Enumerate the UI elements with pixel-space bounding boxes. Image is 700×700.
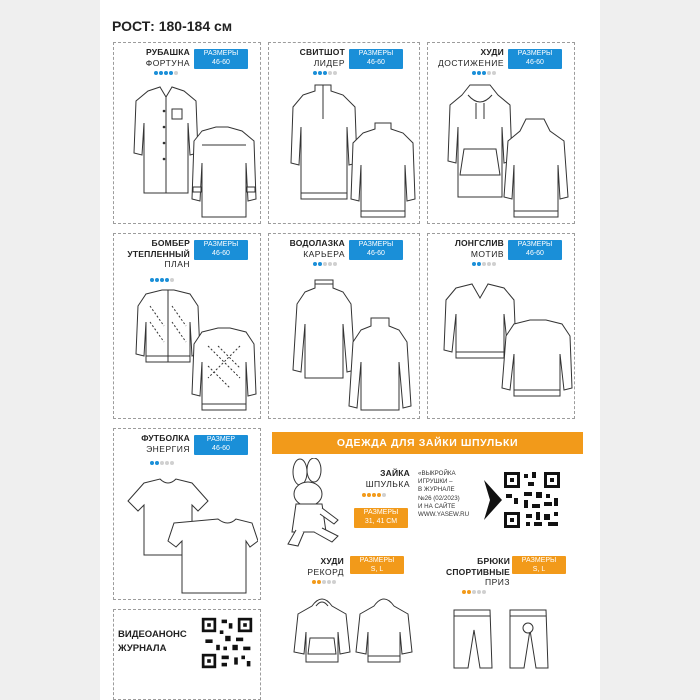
difficulty-dot	[154, 71, 158, 75]
product-name: СПОРТИВНЫЕ	[446, 566, 510, 577]
difficulty-dot	[487, 71, 491, 75]
sizes-badge: РАЗМЕРЫ 46-60	[194, 240, 248, 260]
difficulty-dot	[333, 71, 337, 75]
difficulty-dot	[165, 461, 169, 465]
toy-hoodie-title	[272, 556, 344, 577]
product-card-longsleeve	[427, 233, 575, 419]
difficulty-dot	[462, 590, 466, 594]
difficulty-dot	[169, 71, 173, 75]
difficulty-dot	[322, 580, 326, 584]
difficulty-dot	[472, 71, 476, 75]
difficulty-dot	[155, 278, 159, 282]
difficulty-dot	[150, 461, 154, 465]
difficulty-dot	[323, 71, 327, 75]
difficulty-dot	[174, 71, 178, 75]
longsleeve-sketch	[430, 280, 574, 416]
toy-pants-sketch	[448, 606, 558, 672]
difficulty-dot	[333, 262, 337, 266]
video-announcement-label: ВИДЕОАНОНС ЖУРНАЛА	[118, 629, 187, 654]
product-card-tshirt	[113, 428, 261, 600]
difficulty-rating	[313, 262, 337, 266]
product-type: ХУДИ	[320, 556, 344, 566]
product-name: РЕКОРД	[307, 566, 344, 577]
qr-code-icon[interactable]	[502, 470, 562, 530]
difficulty-dot	[472, 262, 476, 266]
difficulty-dot	[472, 590, 476, 594]
sizes-badge: РАЗМЕРЫ 46-60	[508, 240, 562, 260]
difficulty-dot	[328, 71, 332, 75]
difficulty-dot	[313, 262, 317, 266]
sizes-badge: РАЗМЕРЫ S, L	[512, 556, 566, 574]
sizes-badge: РАЗМЕРЫ 46-60	[349, 49, 403, 69]
difficulty-dot	[492, 262, 496, 266]
difficulty-dot	[328, 262, 332, 266]
product-title	[120, 433, 190, 454]
difficulty-rating	[150, 461, 174, 465]
magazine-note: «ВЫКРОЙКА ИГРУШКИ – В ЖУРНАЛЕ №26 (02/2023) И НА САЙТЕ WWW.YASEW.RU	[418, 470, 470, 519]
product-card-bomber	[113, 233, 261, 419]
sizes-badge: РАЗМЕРЫ 46-60	[194, 49, 248, 69]
difficulty-rating	[472, 71, 496, 75]
product-type: ВОДОЛАЗКА	[289, 238, 345, 248]
difficulty-dot	[170, 461, 174, 465]
product-type: БРЮКИ	[477, 556, 510, 566]
product-name: ПРИЗ	[484, 577, 510, 587]
difficulty-dot	[155, 461, 159, 465]
difficulty-rating	[462, 590, 486, 594]
toy-hoodie-sketch	[290, 592, 416, 666]
difficulty-dot	[165, 278, 169, 282]
difficulty-dot	[160, 278, 164, 282]
difficulty-dot	[170, 278, 174, 282]
product-card-turtleneck	[268, 233, 420, 419]
product-title	[120, 238, 190, 270]
product-name: КАРЬЕРА	[303, 248, 345, 259]
product-name: ФОРТУНА	[145, 57, 190, 68]
difficulty-rating	[312, 580, 336, 584]
sweatshirt-sketch	[273, 83, 417, 221]
toy-section-banner: ОДЕЖДА ДЛЯ ЗАЙКИ ШПУЛЬКИ	[272, 432, 583, 454]
difficulty-dot	[332, 580, 336, 584]
toy-type: ЗАЙКА	[380, 468, 410, 478]
difficulty-dot	[362, 493, 366, 497]
product-card-hoodie	[427, 42, 575, 224]
product-name: ПЛАН	[164, 259, 190, 269]
difficulty-dot	[477, 590, 481, 594]
difficulty-dot	[159, 71, 163, 75]
difficulty-rating	[313, 71, 337, 75]
product-type: ХУДИ	[480, 47, 504, 57]
difficulty-dot	[477, 262, 481, 266]
toy-name: ШПУЛЬКА	[365, 478, 410, 489]
product-title	[275, 47, 345, 68]
height-title: РОСТ: 180-184 см	[112, 18, 233, 34]
sizes-badge: РАЗМЕРЫ 46-60	[349, 240, 403, 260]
sizes-badge: РАЗМЕРЫ 31, 41 СМ	[354, 508, 408, 528]
sizes-badge: РАЗМЕРЫ 46-60	[508, 49, 562, 69]
product-name: ЛИДЕР	[313, 57, 345, 68]
product-name: УТЕПЛЕННЫЙ	[127, 248, 190, 259]
product-title	[120, 47, 190, 68]
tshirt-sketch	[118, 475, 258, 599]
chevron-right-icon	[482, 478, 504, 522]
product-title	[434, 238, 504, 259]
difficulty-dot	[318, 262, 322, 266]
product-title	[434, 47, 504, 68]
toy-title	[338, 468, 410, 489]
difficulty-dot	[327, 580, 331, 584]
difficulty-dot	[492, 71, 496, 75]
product-type: РУБАШКА	[145, 47, 190, 57]
toy-pants-title	[428, 556, 510, 588]
difficulty-dot	[487, 262, 491, 266]
difficulty-dot	[317, 580, 321, 584]
difficulty-dot	[313, 71, 317, 75]
difficulty-dot	[467, 590, 471, 594]
difficulty-dot	[482, 71, 486, 75]
difficulty-dot	[377, 493, 381, 497]
difficulty-rating	[472, 262, 496, 266]
difficulty-dot	[323, 262, 327, 266]
difficulty-dot	[482, 262, 486, 266]
difficulty-dot	[164, 71, 168, 75]
product-title	[275, 238, 345, 259]
product-name: МОТИВ	[470, 248, 504, 259]
difficulty-dot	[382, 493, 386, 497]
product-name: ДОСТИЖЕНИЕ	[438, 57, 504, 68]
difficulty-dot	[482, 590, 486, 594]
product-type: ФУТБОЛКА	[141, 433, 190, 443]
difficulty-dot	[150, 278, 154, 282]
difficulty-dot	[318, 71, 322, 75]
qr-code-icon[interactable]	[200, 616, 254, 670]
difficulty-dot	[160, 461, 164, 465]
difficulty-rating	[150, 278, 174, 282]
product-card-sweatshirt	[268, 42, 420, 224]
sizes-badge: РАЗМЕРЫ S, L	[350, 556, 404, 574]
product-type: ЛОНГСЛИВ	[454, 238, 504, 248]
difficulty-dot	[312, 580, 316, 584]
bomber-sketch	[118, 286, 258, 416]
product-type: СВИТШОТ	[299, 47, 345, 57]
shirt-sketch	[118, 83, 258, 221]
difficulty-rating	[154, 71, 178, 75]
hoodie-sketch	[430, 79, 574, 221]
product-card-shirt	[113, 42, 261, 224]
difficulty-dot	[367, 493, 371, 497]
difficulty-dot	[372, 493, 376, 497]
difficulty-dot	[477, 71, 481, 75]
difficulty-rating	[362, 493, 386, 497]
sizes-badge: РАЗМЕР 46-60	[194, 435, 248, 455]
product-name: ЭНЕРГИЯ	[146, 443, 190, 454]
product-type: БОМБЕР	[151, 238, 190, 248]
turtleneck-sketch	[275, 278, 417, 414]
